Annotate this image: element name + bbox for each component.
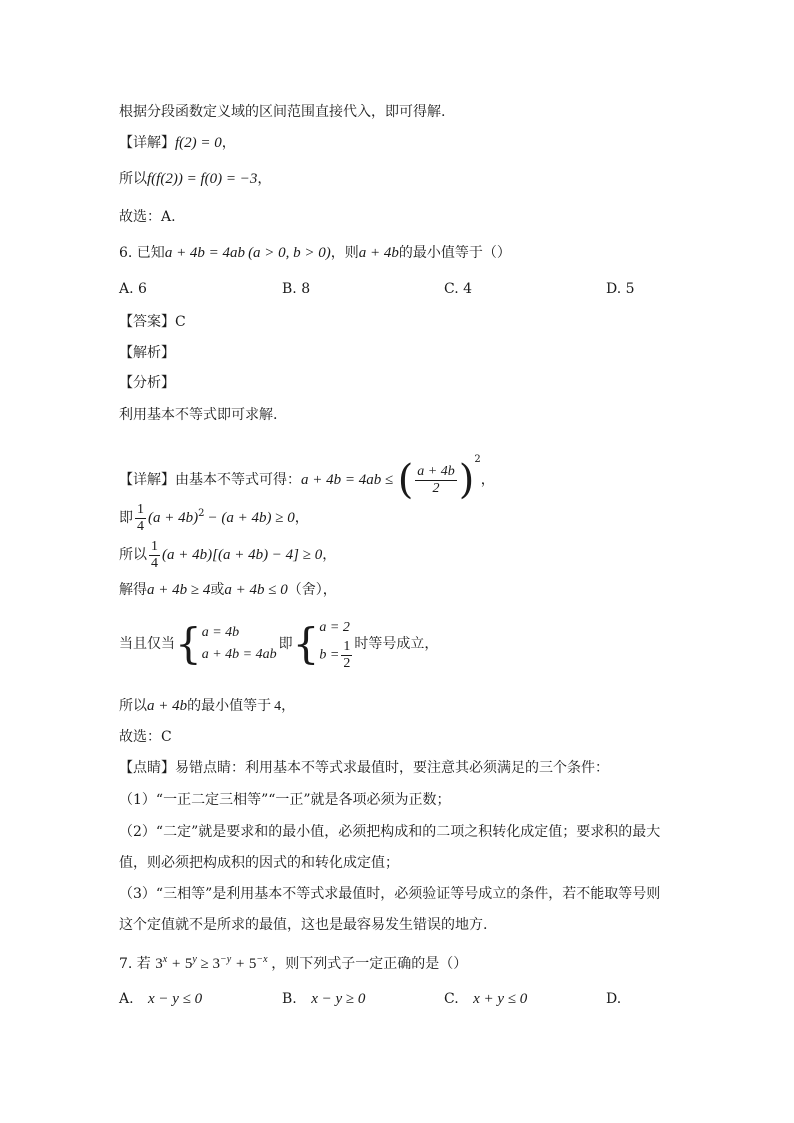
system-1: a = 4b a + 4b = 4ab (201, 625, 277, 662)
q7-option-c: C. x + y ≤ 0 (444, 991, 528, 1007)
q6-stem: 6. 已知a + 4b = 4ab (a > 0, b > 0)，则a + 4b的最小值等于（） (119, 245, 511, 261)
q6-jiexi: 【解析】 (119, 345, 175, 361)
detail-tag: 【详解】 (119, 472, 175, 488)
q6-option-b: B. 8 (282, 281, 311, 297)
q6-fenxi-text: 利用基本不等式即可求解. (119, 407, 278, 423)
q6-fenxi: 【分析】 (119, 375, 175, 391)
q7-option-a: A. x − y ≤ 0 (119, 991, 203, 1007)
q6-option-c: C. 4 (444, 281, 473, 297)
quarter-fraction: $\frac{1}{4}$ (137, 501, 144, 534)
q6-stem-math2: a + 4b (358, 245, 399, 261)
q6-tip-2b: 值，则必须把构成积的因式的和转化成定值； (119, 855, 399, 871)
q5-detail-line: 【详解】f(2) = 0， (119, 135, 236, 151)
left-brace: { (175, 619, 202, 668)
q6-ji-math: − (a + 4b) ≥ 0 (207, 510, 295, 526)
q6-solve-line: 解得a + 4b ≥ 4或a + 4b ≤ 0（舍）， (119, 582, 337, 598)
q5-so-math: f(f(2)) = f(0) = −3 (147, 171, 258, 187)
quarter-fraction: $\frac{1}{4}$ (151, 538, 158, 571)
detail-tag: 【详解】 (119, 135, 175, 151)
q6-when-line: 当且仅当{ a = 4b a + 4b = 4ab 即{ a = 2 b = $\frac{1}{2}$ 时等号成立， (119, 614, 438, 674)
q7-stem: 7. 若 $3^x + 5^y \ge 3^{-y} + 5^{-x}$ ，则下列式子一定正确的是（） (119, 954, 468, 972)
q6-ji-line: 即 $\frac{1}{4}$ $(a + 4b)^2 - (a + 4b) \ge 0$， (119, 501, 309, 534)
q7-stem-math: $3^x + 5^y \ge 3^{-y} + 5^{-x}$ (155, 954, 268, 972)
q6-tip-1: （1）“一正二定三相等”“一正”就是各项必须为正数； (119, 792, 451, 808)
q7-option-b: B. x − y ≥ 0 (282, 991, 366, 1007)
tip-tag: 【点睛】 (119, 760, 175, 776)
q6-detail-line: 【详解】由基本不等式可得：a + 4b = 4ab ≤ ( $\frac{a + 4b}{2}$ )$^2$， (119, 454, 495, 503)
right-paren: ) (458, 457, 475, 503)
q6-tip-2a: （2）“二定”就是要求和的最小值，必须把构成和的二项之积转化成定值；要求积的最大 (119, 824, 661, 840)
q6-detail-math: a + 4b = 4ab ≤ (301, 472, 394, 488)
q6-so-math: (a + 4b)[(a + 4b) − 4] ≥ 0 (162, 547, 323, 563)
q5-analysis-text: 根据分段函数定义域的区间范围直接代入，即可得解. (119, 104, 446, 120)
q6-option-a: A. 6 (119, 281, 147, 297)
q7-option-d: D. (606, 991, 622, 1007)
q6-option-d: D. 5 (606, 281, 635, 297)
q6-so-line: 所以 $\frac{1}{4}$ (a + 4b)[(a + 4b) − 4] ≥ 0， (119, 538, 337, 571)
left-paren: ( (397, 457, 414, 503)
q6-min-line: 所以a + 4b的最小值等于 4， (119, 698, 296, 714)
q6-tip-3a: （3）“三相等”是利用基本不等式求最值时，必须验证等号成立的条件，若不能取等号则 (119, 886, 661, 902)
left-brace: { (292, 619, 320, 668)
q6-detail-fraction: $\frac{a + 4b}{2}$ (417, 463, 455, 496)
q6-stem-cond: (a > 0, b > 0) (248, 245, 331, 261)
q5-choose: 故选：A. (119, 209, 176, 225)
q6-tip-3b: 这个定值就不是所求的最值，这也是最容易发生错误的地方. (119, 917, 488, 933)
q6-tip: 【点睛】易错点睛：利用基本不等式求最值时，要注意其必须满足的三个条件： (119, 760, 609, 776)
q6-answer: 【答案】C (119, 314, 186, 330)
system-2: a = 2 b = $\frac{1}{2}$ (319, 619, 351, 671)
q5-so-line: 所以f(f(2)) = f(0) = −3， (119, 171, 272, 187)
q6-stem-math1: a + 4b = 4ab (164, 245, 246, 261)
q5-detail-math: f(2) = 0 (175, 135, 222, 151)
q6-choose: 故选：C (119, 729, 172, 745)
